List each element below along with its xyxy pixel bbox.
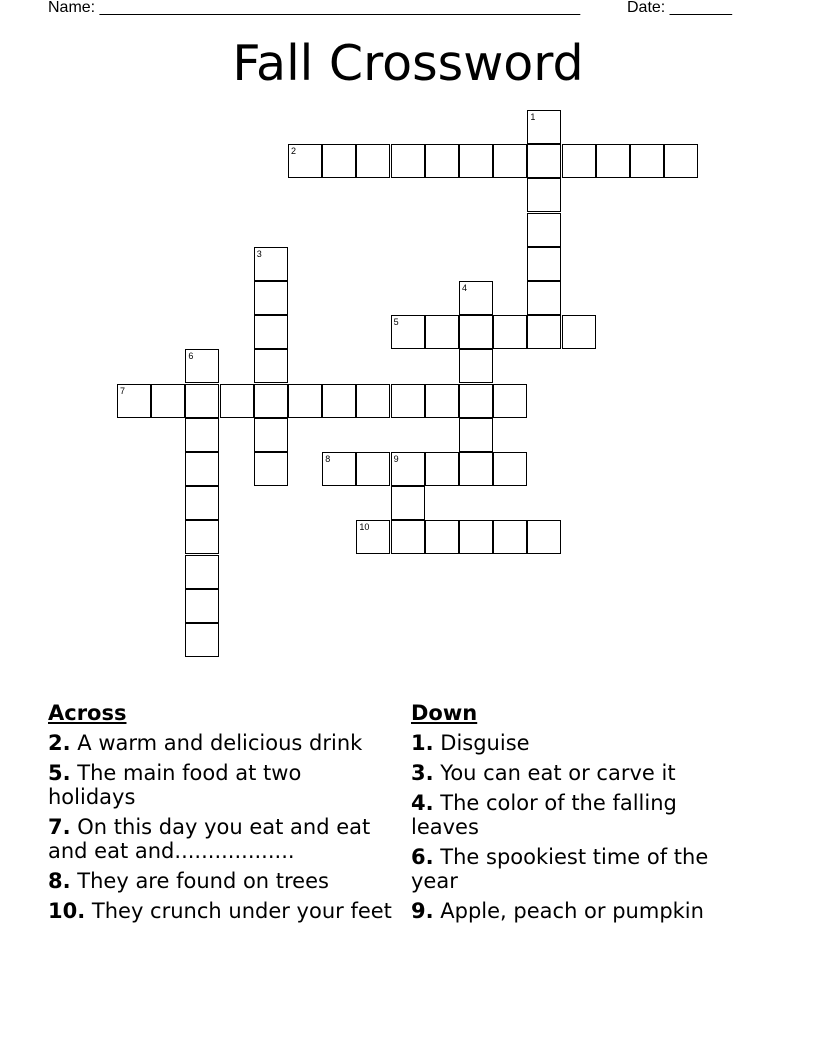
grid-cell[interactable]	[391, 315, 425, 349]
clue-across-5: 5. The main food at two holidays	[48, 761, 302, 809]
grid-cell[interactable]	[254, 247, 288, 281]
grid-cell[interactable]	[459, 281, 493, 315]
clue-number: 9	[393, 454, 399, 464]
grid-cell[interactable]	[185, 555, 219, 589]
grid-cell[interactable]	[220, 384, 254, 418]
date-field-label[interactable]: Date: _______	[627, 0, 732, 16]
grid-cell[interactable]	[391, 520, 425, 554]
grid-cell[interactable]	[322, 144, 356, 178]
clue-number: 4	[462, 283, 468, 293]
grid-cell[interactable]	[459, 384, 493, 418]
grid-cell[interactable]	[322, 452, 356, 486]
grid-cell[interactable]	[493, 144, 527, 178]
grid-cell[interactable]	[254, 349, 288, 383]
clue-number: 7	[120, 385, 126, 396]
across-clues	[48, 701, 393, 929]
grid-cell[interactable]	[664, 144, 698, 178]
grid-cell[interactable]	[185, 418, 219, 452]
grid-cell[interactable]	[254, 384, 288, 418]
grid-cell[interactable]	[425, 452, 459, 486]
grid-cell[interactable]	[356, 384, 390, 418]
grid-cell[interactable]	[185, 486, 219, 520]
clue-number: 10	[359, 522, 370, 533]
grid-cell[interactable]	[322, 384, 356, 418]
grid-cell[interactable]	[356, 520, 390, 554]
grid-cell[interactable]	[254, 418, 288, 452]
grid-cell[interactable]	[356, 144, 390, 178]
grid-cell[interactable]	[185, 349, 219, 383]
clue-number: 3	[256, 248, 262, 259]
grid-cell[interactable]	[630, 144, 664, 178]
grid-cell[interactable]	[459, 144, 493, 178]
grid-cell[interactable]	[117, 384, 151, 418]
clue-across-7: 7. On this day you eat and eat and eat and..................	[48, 815, 371, 863]
clue-number: 2	[291, 146, 297, 157]
clue-down-6: 6. The spookiest time of the year	[411, 845, 709, 893]
down-clues	[411, 701, 751, 929]
grid-cell[interactable]	[185, 384, 219, 418]
grid-cell[interactable]	[391, 486, 425, 520]
grid-cell[interactable]	[254, 315, 288, 349]
grid-cell[interactable]	[151, 384, 185, 418]
grid-cell[interactable]	[527, 178, 561, 212]
grid-cell[interactable]	[527, 281, 561, 315]
across-heading: Across	[48, 701, 127, 725]
grid-cell[interactable]	[527, 520, 561, 554]
grid-cell[interactable]	[425, 144, 459, 178]
clue-down-1: 1. Disguise	[411, 731, 530, 755]
grid-cell[interactable]	[493, 520, 527, 554]
grid-cell[interactable]	[185, 589, 219, 623]
clue-number: 5	[393, 317, 399, 328]
clue-across-10: 10. They crunch under your feet	[48, 899, 392, 923]
grid-cell[interactable]	[391, 452, 425, 486]
clue-down-3: 3. You can eat or carve it	[411, 761, 676, 785]
grid-cell[interactable]	[425, 520, 459, 554]
grid-cell[interactable]	[527, 110, 561, 144]
grid-cell[interactable]	[493, 452, 527, 486]
grid-cell[interactable]	[254, 281, 288, 315]
grid-cell[interactable]	[288, 384, 322, 418]
grid-cell[interactable]	[459, 452, 493, 486]
grid-cell[interactable]	[459, 349, 493, 383]
grid-cell[interactable]	[391, 384, 425, 418]
grid-cell[interactable]	[391, 144, 425, 178]
name-field-label[interactable]: Name: ______________________________________________________	[48, 0, 581, 16]
clue-number: 1	[530, 112, 536, 122]
grid-cell[interactable]	[493, 315, 527, 349]
grid-cell[interactable]	[596, 144, 630, 178]
grid-cell[interactable]	[459, 315, 493, 349]
grid-cell[interactable]	[425, 315, 459, 349]
grid-cell[interactable]	[527, 144, 561, 178]
down-heading: Down	[411, 701, 478, 725]
grid-cell[interactable]	[288, 144, 322, 178]
clue-across-2: 2. A warm and delicious drink	[48, 731, 363, 755]
grid-cell[interactable]	[425, 384, 459, 418]
page-title: Fall Crossword	[232, 35, 584, 92]
grid-cell[interactable]	[254, 452, 288, 486]
grid-cell[interactable]	[185, 452, 219, 486]
clue-across-8: 8. They are found on trees	[48, 869, 329, 893]
grid-cell[interactable]	[185, 623, 219, 657]
clue-number: 8	[325, 454, 331, 464]
grid-cell[interactable]	[356, 452, 390, 486]
grid-cell[interactable]	[459, 520, 493, 554]
grid-cell[interactable]	[527, 315, 561, 349]
grid-cell[interactable]	[527, 247, 561, 281]
grid-cell[interactable]	[562, 144, 596, 178]
grid-cell[interactable]	[185, 520, 219, 554]
grid-cell[interactable]	[493, 384, 527, 418]
clue-number: 6	[188, 351, 194, 362]
clue-down-4: 4. The color of the falling leaves	[411, 791, 677, 839]
clue-down-9: 9. Apple, peach or pumpkin	[411, 899, 704, 923]
grid-cell[interactable]	[562, 315, 596, 349]
grid-cell[interactable]	[527, 213, 561, 247]
grid-cell[interactable]	[459, 418, 493, 452]
